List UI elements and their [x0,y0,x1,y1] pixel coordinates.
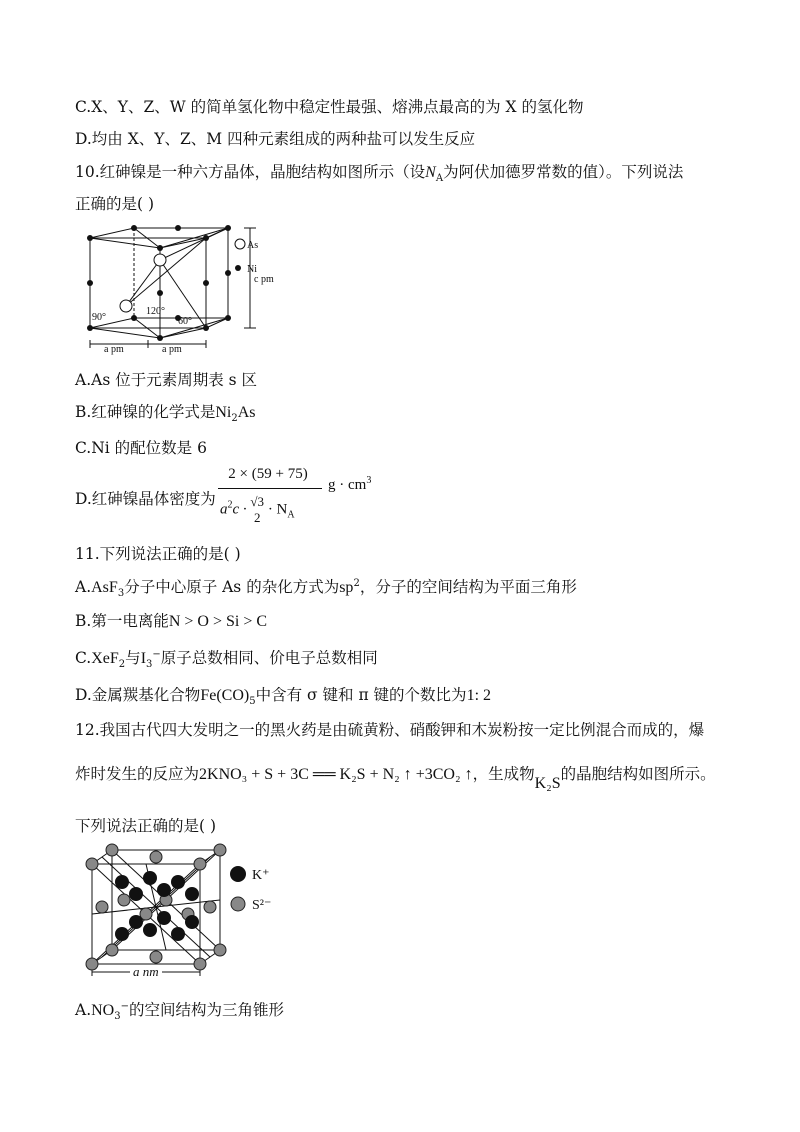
q10-option-d: D.红砷镍晶体密度为 [75,490,216,508]
svg-text:Ni: Ni [247,264,257,275]
svg-text:K⁺: K⁺ [252,868,270,883]
reaction-equation: 2KNO₃ + S + 3C ══ K₂S + N₂ ↑ +3CO₂ ↑ [199,766,473,783]
option-c-text: C.X、Y、Z、W 的简单氢化物中稳定性最强、熔沸点最高的为 X 的氢化物 [75,98,584,116]
q12-stem-reaction: 炸时发生的反应为2KNO₃ + S + 3C ══ K₂S + N₂ ↑ +3CO₂ ↑，生成物K₂S的晶胞结构如图所示。 [75,765,716,792]
q11-stem: 11.下列说法正确的是( ) [75,545,241,563]
density-denominator: $a^2c$ · √3 2 · $N_A$ [220,494,295,525]
svg-text:120°: 120° [146,306,165,317]
k2s-cell-figure [78,842,298,977]
q10-option-b: B.红砷镍的化学式是$Ni_2As$ [75,403,256,425]
svg-text:60°: 60° [178,316,192,327]
q11-option-d: D.金属羰基化合物$Fe(CO)_5$中含有 σ 键和 π 键的个数比为1: 2 [75,686,492,708]
density-numerator: 2 × (59 + 75) [228,466,308,482]
q10-option-c: C.Ni 的配位数是 6 [75,439,207,457]
svg-text:As: As [247,240,259,251]
svg-text:a pm: a pm [162,344,182,355]
svg-text:S²⁻: S²⁻ [252,898,272,913]
nias-cell-figure [78,220,278,355]
option-d-text: D.均由 X、Y、Z、M 四种元素组成的两种盐可以发生反应 [75,130,476,148]
fraction-bar [218,488,322,489]
q10-stem: 10.红砷镍是一种六方晶体，晶胞结构如图所示（设$N_A$为阿伏加德罗常数的值）。下列说法 [75,163,684,185]
q10-option-a: A.As 位于元素周期表 s 区 [75,371,258,389]
q11-option-c: C.XeF$_2$与$I_3^-$原子总数相同、价电子总数相同 [75,648,378,671]
q10-stem-cont: 正确的是( ) [75,195,155,213]
q12-option-a: $A.NO_3^-$的空间结构为三角锥形 [75,1000,285,1023]
svg-text:90°: 90° [92,312,106,323]
svg-text:a pm: a pm [104,344,124,355]
q12-stem-cont: 下列说法正确的是( ) [75,817,217,835]
q11-option-b: B.第一电离能N > O > Si > C [75,612,268,630]
q11-option-a: A.AsF$_3$分子中心原子 As 的杂化方式为$sp^2$，分子的空间结构为平面三角形 [75,577,577,600]
svg-text:a nm: a nm [133,964,159,977]
density-unit: $g \cdot cm^3$ [328,475,372,493]
svg-text:c pm: c pm [254,274,274,285]
q12-stem: 12.我国古代四大发明之一的黑火药是由硫黄粉、硝酸钾和木炭粉按一定比例混合而成的，爆 [75,721,705,739]
